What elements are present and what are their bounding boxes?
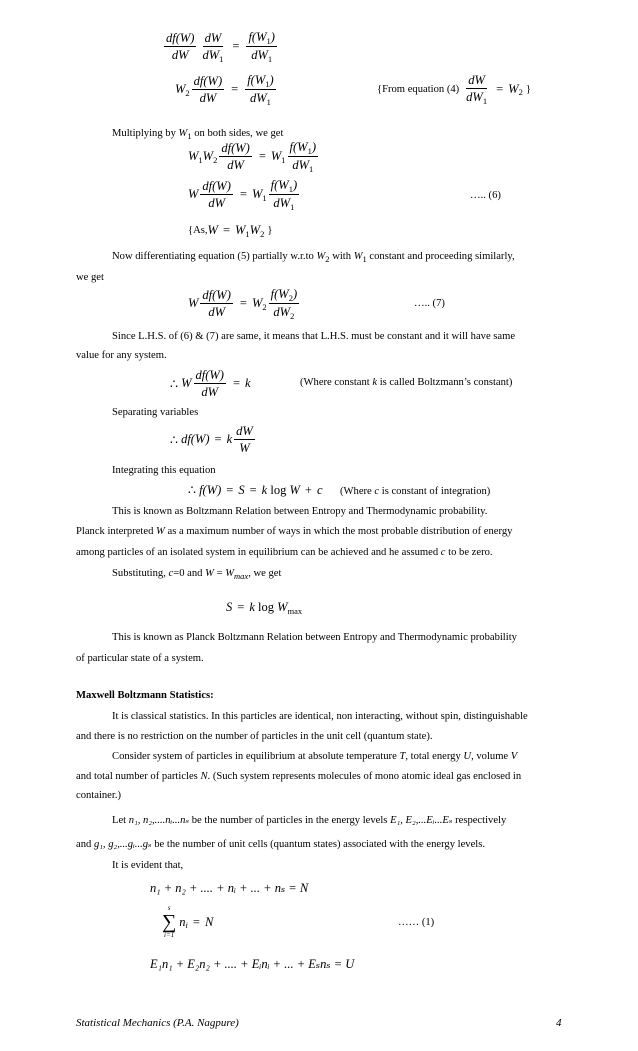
fraction: $\frac{f(W_2)}{dW_2}$ xyxy=(270,287,298,321)
text-line-value: value for any system. xyxy=(76,350,167,361)
equation-j: S = k log W max xyxy=(226,600,303,616)
text-line-differentiating: Now differentiating equation (5) partially w.r.to $W_2$ with $W_1$ constant and proceeding similarly, xyxy=(112,251,515,264)
fraction: $\frac{df(W)}{dW}$ xyxy=(193,74,223,105)
text-line-planck-boltzmann-2: of particular state of a system. xyxy=(76,653,204,664)
fraction: $\frac{f(W_1)}{dW_1}$ xyxy=(289,140,317,174)
note-boltzmann-constant: (Where constant k is called Boltzmann’s constant) xyxy=(300,377,513,388)
equation-number-1: …… (1) xyxy=(398,917,435,928)
fraction: $\frac{df(W)}{dW}$ xyxy=(202,179,231,210)
footer-title: Statistical Mechanics (P.A. Nagpure) xyxy=(76,1017,239,1029)
text-line-boltzmann-relation: This is known as Boltzmann Relation between Entropy and Thermodynamic probability. xyxy=(112,506,488,517)
equation-k: n₁ + n₂ + .... + nᵢ + ... + nₛ = N xyxy=(150,881,309,895)
equation-h: ∴ df(W) = k $\frac{dW}{W}$ xyxy=(170,424,253,455)
fraction: $\frac{f(W_1)}{dW_1}$ xyxy=(247,73,274,107)
text-line-planck-1: Planck interpreted W as a maximum number of ways in which the most probable distribution of energy xyxy=(76,526,513,537)
equation-l: s ∑ i=1 n i = N xyxy=(162,904,214,939)
section-heading: Maxwell Boltzmann Statistics: xyxy=(76,690,214,701)
note-integration-constant: (Where c is constant of integration) xyxy=(340,486,491,497)
summation: s ∑ i=1 xyxy=(162,904,177,939)
text-line-since: Since L.H.S. of (6) & (7) are same, it means that L.H.S. must be constant and it will have same xyxy=(112,331,516,342)
equation-i: ∴ f(W) = S = k log W + c xyxy=(188,482,323,497)
fraction: $\frac{dW}{dW_1}$ xyxy=(466,73,488,106)
text-line-consider-2: and total number of particles N. (Such system represents molecules of mono atomic ideal gas enclosed in xyxy=(76,771,522,782)
equation-c: W 1 W 2 $\frac{df(W)}{dW}$ = W 1 $\frac{f(W_1)}{dW_1}$ xyxy=(188,140,317,174)
text-line-classical-2: and there is no restriction on the number of particles in the unit cell (quantum state). xyxy=(76,731,433,742)
equation-e: {As, W = W 1 W 2 } xyxy=(188,223,273,239)
text-line-and: and g₁, g₂,...gᵢ...gₛ be the number of unit cells (quantum states) associated with the energy levels. xyxy=(76,839,486,850)
fraction: $\frac{df(W)}{dW}$ xyxy=(202,288,231,319)
text-line-integrating: Integrating this equation xyxy=(112,465,216,476)
equation-g: ∴ W $\frac{df(W)}{dW}$ = k xyxy=(170,368,251,399)
equation-number-6: ….. (6) xyxy=(470,190,501,201)
text-line-planck-2: among particles of an isolated system in equilibrium can be achieved and he assumed c to be zero. xyxy=(76,547,493,558)
text-line-multiplying: Multiplying by $W_1$ on both sides, we get xyxy=(112,128,284,141)
fraction: $\frac{dW}{dW_1}$ xyxy=(202,30,224,64)
equation-f: W $\frac{df(W)}{dW}$ = W 2 $\frac{f(W_2)}{dW_2}$ xyxy=(188,287,298,321)
text-line-consider-1: Consider system of particles in equilibrium at absolute temperature T, total energy U, volume V xyxy=(112,751,518,762)
equation-b-note: {From equation (4) $\frac{dW}{dW_1}$ = W 2 } xyxy=(377,73,531,106)
fraction: $\frac{f(W_1)}{dW_1}$ xyxy=(248,30,275,64)
equation-number-7: ….. (7) xyxy=(414,298,445,309)
text-line-separating: Separating variables xyxy=(112,407,199,418)
text-line-planck-boltzmann-1: This is known as Planck Boltzmann Relation between Entropy and Thermodynamic probability xyxy=(112,632,517,643)
fraction: $\frac{df(W)}{dW}$ xyxy=(195,368,224,399)
equation-m: E₁n₁ + E₂n₂ + .... + Eᵢnᵢ + ... + Eₛnₛ = U xyxy=(150,957,355,971)
text-line-classical-1: It is classical statistics. In this particles are identical, non interacting, without spin, distinguishable xyxy=(112,711,528,722)
text-line-consider-3: container.) xyxy=(76,790,122,801)
page-number: 4 xyxy=(556,1017,562,1029)
fraction: $\frac{dW}{W}$ xyxy=(236,424,253,455)
fraction: $\frac{df(W)}{dW}$ xyxy=(221,141,250,172)
equation-d: W $\frac{df(W)}{dW}$ = W 1 $\frac{f(W_1)}{dW_1}$ xyxy=(188,178,298,212)
equation-a: $\frac{df(W)}{dW}$ $\frac{dW}{dW_1}$ = $\frac{f(W_1)}{dW_1}$ xyxy=(166,30,275,64)
fraction: $\frac{df(W)}{dW}$ xyxy=(166,31,195,62)
equation-b: W 2 $\frac{df(W)}{dW}$ = $\frac{f(W_1)}{dW_1}$ xyxy=(175,73,274,107)
text-line-we-get: we get xyxy=(76,272,104,283)
text-line-let: Let n₁, n₂,....nᵢ...nₛ be the number of particles in the energy levels E₁, E₂,...Eᵢ...Eₛ respectively xyxy=(112,815,507,826)
text-line-evident: It is evident that, xyxy=(112,860,184,871)
fraction: $\frac{f(W_1)}{dW_1}$ xyxy=(270,178,298,212)
text-line-substituting: Substituting, c=0 and $W = W_{max}$, we get xyxy=(112,568,282,581)
